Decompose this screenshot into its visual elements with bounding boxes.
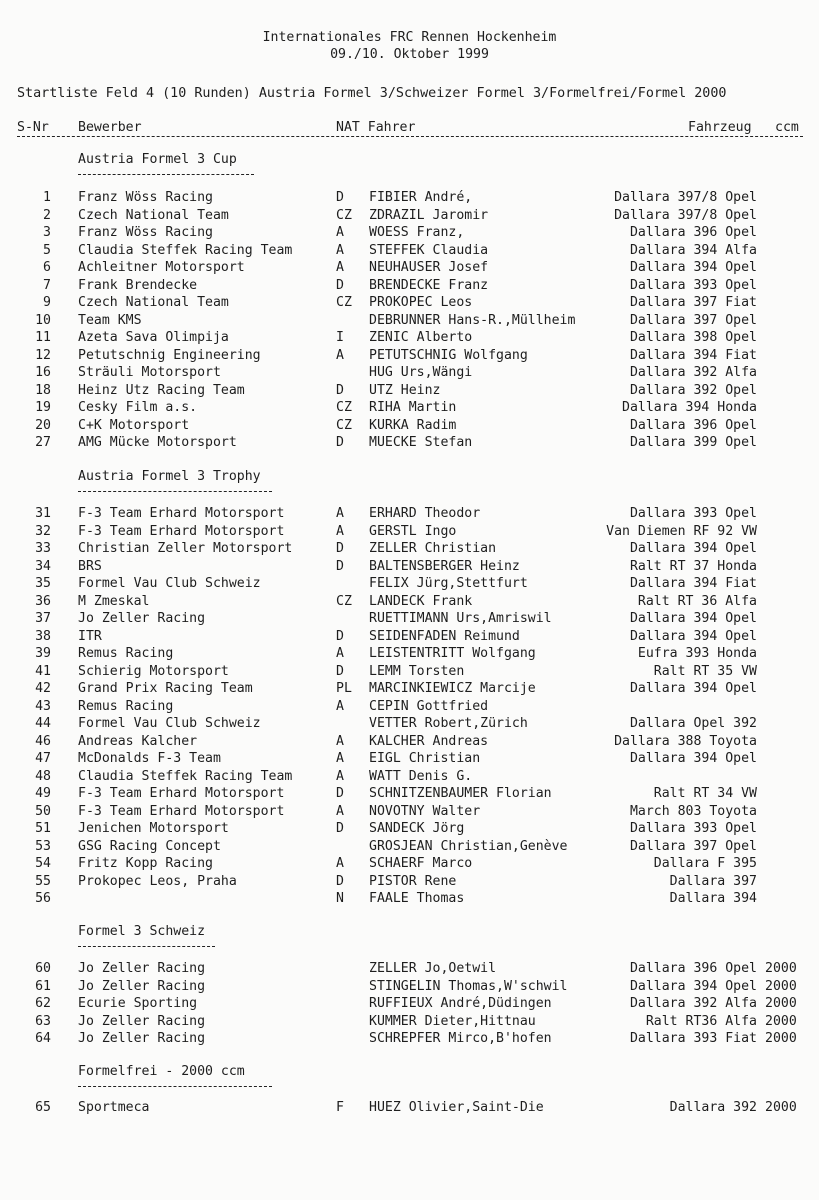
vehicle: Ralt RT 35 VW (653, 663, 757, 679)
engine-ccm: 2000 (765, 978, 797, 994)
entry-row (0, 313, 819, 331)
entrant-name: Cesky Film a.s. (78, 400, 198, 415)
nationality: D (336, 558, 344, 574)
driver-name: SCHAERF Marco (369, 856, 473, 871)
start-number: 55 (35, 873, 51, 889)
entrant-name: Achleitner Motorsport (78, 260, 245, 275)
section-title: Formelfrei - 2000 ccm (78, 1064, 245, 1079)
entrant-name: BRS (78, 558, 102, 574)
entrant-name: Jo Zeller Racing (78, 961, 206, 976)
nationality: A (336, 523, 344, 539)
entry-row (0, 260, 819, 278)
driver-name: HUG Urs,Wängi (369, 365, 473, 380)
vehicle: Van Diemen RF 92 VW (606, 523, 757, 539)
driver-name: PROKOPEC Leos (369, 295, 473, 310)
entry-row (0, 1014, 819, 1032)
vehicle: Ralt RT 34 VW (653, 786, 757, 801)
start-number: 34 (35, 558, 51, 574)
entrant-name: F-3 Team Erhard Motorsport (78, 523, 285, 539)
start-number: 19 (35, 400, 51, 415)
driver-name: UTZ Heinz (369, 382, 441, 398)
entry-row (0, 400, 819, 418)
vehicle: Dallara F 395 (653, 856, 757, 871)
driver-name: BRENDECKE Franz (369, 277, 489, 293)
start-number: 41 (35, 663, 51, 679)
entry-row (0, 839, 819, 857)
vehicle: Dallara 394 Opel (629, 681, 757, 696)
driver-name: MUECKE Stefan (369, 435, 473, 450)
start-number: 60 (35, 961, 51, 976)
vehicle: Ralt RT36 Alfa (645, 1013, 757, 1029)
nationality: CZ (336, 207, 352, 223)
nationality: F (336, 1100, 344, 1115)
entry-row (0, 541, 819, 559)
nationality: D (336, 873, 344, 889)
entry-row (0, 891, 819, 909)
section-underline (78, 174, 254, 175)
nationality: CZ (336, 295, 352, 310)
vehicle: Dallara 393 Opel (629, 277, 757, 293)
vehicle: Dallara 394 Opel (629, 978, 757, 994)
entrant-name: ITR (78, 628, 102, 644)
start-number: 49 (35, 786, 51, 801)
entrant-name: Remus Racing (78, 698, 174, 714)
nationality: PL (336, 681, 352, 696)
engine-ccm: 2000 (765, 996, 797, 1011)
entrant-name: F-3 Team Erhard Motorsport (78, 786, 285, 801)
entrant-name: Heinz Utz Racing Team (78, 382, 245, 398)
vehicle: Dallara 392 Alfa (629, 365, 757, 380)
entrant-name: Jenichen Motorsport (78, 821, 229, 836)
start-number: 27 (35, 435, 51, 450)
start-list-subtitle: Startliste Feld 4 (10 Runden) Austria Formel 3/Schweizer Formel 3/Formelfrei/Formel 2000 (17, 86, 727, 101)
vehicle: Dallara 394 Opel (629, 260, 757, 275)
start-number: 36 (35, 593, 51, 609)
nationality: A (336, 347, 344, 363)
driver-name: FAALE Thomas (369, 891, 465, 906)
start-number: 12 (35, 347, 51, 363)
entrant-name: Grand Prix Racing Team (78, 681, 253, 696)
start-number: 50 (35, 803, 51, 819)
entrant-name: Jo Zeller Racing (78, 611, 206, 626)
nationality: D (336, 435, 344, 450)
entry-row (0, 435, 819, 453)
driver-name: ZENIC Alberto (369, 330, 473, 345)
start-number: 42 (35, 681, 51, 696)
entry-row (0, 856, 819, 874)
vehicle: Dallara 398 Opel (629, 330, 757, 345)
driver-name: WATT Denis G. (369, 768, 473, 784)
start-number: 10 (35, 312, 51, 328)
entrant-name: Azeta Sava Olimpija (78, 330, 229, 345)
entry-row (0, 996, 819, 1014)
start-number: 1 (43, 190, 51, 205)
nationality: D (336, 382, 344, 398)
vehicle: Dallara 393 Opel (629, 506, 757, 521)
start-number: 51 (35, 821, 51, 836)
vehicle: Dallara 397 (669, 873, 757, 889)
nationality: I (336, 330, 344, 345)
entrant-name: C+K Motorsport (78, 417, 190, 433)
entry-row (0, 821, 819, 839)
driver-name: FELIX Jürg,Stettfurt (369, 576, 528, 591)
driver-name: ZDRAZIL Jaromir (369, 207, 489, 223)
driver-name: LEMM Torsten (369, 663, 465, 679)
start-number: 5 (43, 242, 51, 258)
entrant-name: M Zmeskal (78, 593, 150, 609)
entry-row (0, 506, 819, 524)
entrant-name: Prokopec Leos, Praha (78, 873, 237, 889)
entrant-name: Team KMS (78, 312, 142, 328)
nationality: A (336, 646, 344, 661)
entry-row (0, 716, 819, 734)
driver-name: NEUHAUSER Josef (369, 260, 489, 275)
entrant-name: Andreas Kalcher (78, 733, 198, 749)
start-number: 33 (35, 541, 51, 556)
vehicle: Ralt RT 37 Honda (629, 558, 757, 574)
start-number: 35 (35, 576, 51, 591)
driver-name: ZELLER Christian (369, 541, 497, 556)
vehicle: Dallara 396 Opel (629, 225, 757, 240)
entry-row (0, 295, 819, 313)
entrant-name: Fritz Kopp Racing (78, 856, 213, 871)
nationality: D (336, 628, 344, 644)
start-number: 53 (35, 838, 51, 854)
start-number: 2 (43, 207, 51, 223)
driver-name: SCHNITZENBAUMER Florian (369, 786, 552, 801)
nationality: A (336, 506, 344, 521)
entrant-name: Sträuli Motorsport (78, 365, 221, 380)
entrant-name: Jo Zeller Racing (78, 1013, 206, 1029)
vehicle: Dallara 399 Opel (629, 435, 757, 450)
driver-name: STINGELIN Thomas,W'schwil (369, 978, 568, 994)
driver-name: KUMMER Dieter,Hittnau (369, 1013, 536, 1029)
nationality: A (336, 856, 344, 871)
driver-name: BALTENSBERGER Heinz (369, 558, 520, 574)
vehicle: Dallara 394 Opel (629, 628, 757, 644)
engine-ccm: 2000 (765, 1031, 797, 1046)
column-header-team: Bewerber (78, 120, 142, 135)
vehicle: Dallara 394 Honda (622, 400, 757, 415)
entry-row (0, 243, 819, 261)
driver-name: GERSTL Ingo (369, 523, 457, 539)
start-number: 48 (35, 768, 51, 784)
entry-row (0, 979, 819, 997)
section-title: Austria Formel 3 Trophy (78, 469, 261, 484)
start-number: 16 (35, 365, 51, 380)
entrant-name: McDonalds F-3 Team (78, 751, 221, 766)
engine-ccm: 2000 (765, 1013, 797, 1029)
driver-name: PETUTSCHNIG Wolfgang (369, 347, 528, 363)
entrant-name: Schierig Motorsport (78, 663, 229, 679)
entrant-name: Sportmeca (78, 1100, 150, 1115)
vehicle: March 803 Toyota (629, 803, 757, 819)
start-number: 6 (43, 260, 51, 275)
start-number: 9 (43, 295, 51, 310)
start-number: 37 (35, 611, 51, 626)
entry-row (0, 576, 819, 594)
vehicle: Dallara 397 Fiat (629, 295, 757, 310)
vehicle: Dallara 397/8 Opel (614, 207, 757, 223)
entry-row (0, 594, 819, 612)
engine-ccm: 2000 (765, 1100, 797, 1115)
driver-name: HUEZ Olivier,Saint-Die (369, 1100, 544, 1115)
start-number: 44 (35, 716, 51, 731)
entrant-name: Petutschnig Engineering (78, 347, 261, 363)
entrant-name: Franz Wöss Racing (78, 190, 213, 205)
vehicle: Dallara 396 Opel (629, 417, 757, 433)
start-number: 62 (35, 996, 51, 1011)
entry-row (0, 348, 819, 366)
entry-row (0, 365, 819, 383)
entry-row (0, 330, 819, 348)
entry-row (0, 418, 819, 436)
entry-row (0, 208, 819, 226)
nationality: A (336, 225, 344, 240)
driver-name: ERHARD Theodor (369, 506, 481, 521)
entry-row (0, 699, 819, 717)
driver-name: FIBIER André, (369, 190, 473, 205)
entry-row (0, 786, 819, 804)
start-number: 20 (35, 417, 51, 433)
document-title: Internationales FRC Rennen Hockenheim (262, 30, 557, 45)
entrant-name: Jo Zeller Racing (78, 1031, 206, 1046)
start-number: 39 (35, 646, 51, 661)
driver-name: ZELLER Jo,Oetwil (369, 961, 497, 976)
entry-row (0, 1100, 819, 1118)
nationality: D (336, 786, 344, 801)
driver-name: WOESS Franz, (369, 225, 465, 240)
nationality: D (336, 277, 344, 293)
entrant-name: Czech National Team (78, 295, 229, 310)
entry-row (0, 734, 819, 752)
start-number: 47 (35, 751, 51, 766)
entrant-name: Christian Zeller Motorsport (78, 541, 293, 556)
entry-row (0, 611, 819, 629)
start-number: 7 (43, 277, 51, 293)
entry-row (0, 804, 819, 822)
entrant-name: Formel Vau Club Schweiz (78, 576, 261, 591)
entry-row (0, 681, 819, 699)
driver-name: RUETTIMANN Urs,Amriswil (369, 611, 552, 626)
driver-name: GROSJEAN Christian,Genève (369, 838, 568, 854)
nationality: A (336, 768, 344, 784)
nationality: A (336, 733, 344, 749)
vehicle: Dallara 388 Toyota (614, 733, 757, 749)
entry-row (0, 278, 819, 296)
entrant-name: GSG Racing Concept (78, 838, 221, 854)
entry-row (0, 646, 819, 664)
vehicle: Dallara 396 Opel (629, 961, 757, 976)
vehicle: Dallara 394 Opel (629, 541, 757, 556)
entrant-name: Claudia Steffek Racing Team (78, 242, 293, 258)
entrant-name: Remus Racing (78, 646, 174, 661)
entrant-name: Ecurie Sporting (78, 996, 198, 1011)
driver-name: VETTER Robert,Zürich (369, 716, 528, 731)
driver-name: PISTOR Rene (369, 873, 457, 889)
nationality: CZ (336, 400, 352, 415)
entry-row (0, 559, 819, 577)
driver-name: SANDECK Jörg (369, 821, 465, 836)
entry-row (0, 961, 819, 979)
entry-row (0, 1031, 819, 1049)
driver-name: MARCINKIEWICZ Marcije (369, 681, 536, 696)
entrant-name: Formel Vau Club Schweiz (78, 716, 261, 731)
vehicle: Dallara 392 Alfa (629, 996, 757, 1011)
event-date: 09./10. Oktober 1999 (330, 47, 489, 62)
driver-name: KURKA Radim (369, 417, 457, 433)
driver-name: SEIDENFADEN Reimund (369, 628, 520, 644)
start-number: 38 (35, 628, 51, 644)
vehicle: Ralt RT 36 Alfa (637, 593, 757, 609)
section-underline (78, 491, 272, 492)
start-number: 46 (35, 733, 51, 749)
column-header-ccm: ccm (775, 120, 799, 135)
entry-row (0, 190, 819, 208)
entry-row (0, 629, 819, 647)
driver-name: CEPIN Gottfried (369, 698, 489, 714)
entrant-name: Jo Zeller Racing (78, 978, 206, 994)
vehicle: Dallara 394 Opel (629, 611, 757, 626)
nationality: N (336, 891, 344, 906)
column-header-car: Fahrzeug (688, 120, 752, 135)
start-number: 32 (35, 523, 51, 539)
section-underline (78, 946, 215, 947)
nationality: D (336, 821, 344, 836)
vehicle: Dallara 394 Fiat (629, 347, 757, 363)
vehicle: Dallara 392 Opel (629, 382, 757, 398)
vehicle: Dallara 397/8 Opel (614, 190, 757, 205)
vehicle: Eufra 393 Honda (637, 646, 757, 661)
entry-row (0, 664, 819, 682)
column-header-nr: S-Nr (17, 120, 49, 135)
header-divider (17, 136, 803, 137)
entrant-name: F-3 Team Erhard Motorsport (78, 506, 285, 521)
nationality: D (336, 190, 344, 205)
driver-name: LEISTENTRITT Wolfgang (369, 646, 536, 661)
vehicle: Dallara 397 Opel (629, 312, 757, 328)
nationality: D (336, 663, 344, 679)
entrant-name: Frank Brendecke (78, 277, 198, 293)
entry-row (0, 225, 819, 243)
vehicle: Dallara 394 Opel (629, 751, 757, 766)
start-number: 63 (35, 1013, 51, 1029)
vehicle: Dallara 393 Fiat (629, 1031, 757, 1046)
vehicle: Dallara 394 (669, 891, 757, 906)
vehicle: Dallara 392 (669, 1100, 757, 1115)
vehicle: Dallara 394 Fiat (629, 576, 757, 591)
nationality: A (336, 698, 344, 714)
start-number: 43 (35, 698, 51, 714)
driver-name: LANDECK Frank (369, 593, 473, 609)
entry-row (0, 524, 819, 542)
start-number: 64 (35, 1031, 51, 1046)
driver-name: STEFFEK Claudia (369, 242, 489, 258)
section-title: Formel 3 Schweiz (78, 924, 206, 939)
entry-row (0, 383, 819, 401)
vehicle: Dallara Opel 392 (629, 716, 757, 731)
start-number: 56 (35, 891, 51, 906)
nationality: A (336, 751, 344, 766)
entrant-name: Czech National Team (78, 207, 229, 223)
section-title: Austria Formel 3 Cup (78, 152, 237, 167)
entrant-name: Franz Wöss Racing (78, 225, 213, 240)
driver-name: KALCHER Andreas (369, 733, 489, 749)
nationality: D (336, 541, 344, 556)
driver-name: EIGL Christian (369, 751, 481, 766)
nationality: A (336, 803, 344, 819)
driver-name: NOVOTNY Walter (369, 803, 481, 819)
start-number: 18 (35, 382, 51, 398)
nationality: CZ (336, 417, 352, 433)
entry-row (0, 751, 819, 769)
vehicle: Dallara 397 Opel (629, 838, 757, 854)
start-number: 54 (35, 856, 51, 871)
start-number: 65 (35, 1100, 51, 1115)
start-number: 3 (43, 225, 51, 240)
nationality: CZ (336, 593, 352, 609)
column-header-nat-driver: NAT Fahrer (336, 120, 416, 135)
driver-name: RIHA Martin (369, 400, 457, 415)
driver-name: DEBRUNNER Hans-R.,Müllheim (369, 312, 576, 328)
driver-name: RUFFIEUX André,Düdingen (369, 996, 552, 1011)
start-number: 61 (35, 978, 51, 994)
start-number: 31 (35, 506, 51, 521)
nationality: A (336, 242, 344, 258)
section-underline (78, 1086, 272, 1087)
entry-row (0, 874, 819, 892)
entrant-name: Claudia Steffek Racing Team (78, 768, 293, 784)
driver-name: SCHREPFER Mirco,B'hofen (369, 1031, 552, 1046)
nationality: A (336, 260, 344, 275)
start-number: 11 (35, 330, 51, 345)
engine-ccm: 2000 (765, 961, 797, 976)
entry-row (0, 769, 819, 787)
entrant-name: F-3 Team Erhard Motorsport (78, 803, 285, 819)
entrant-name: AMG Mücke Motorsport (78, 435, 237, 450)
vehicle: Dallara 394 Alfa (629, 242, 757, 258)
vehicle: Dallara 393 Opel (629, 821, 757, 836)
column-header-row (0, 120, 819, 138)
